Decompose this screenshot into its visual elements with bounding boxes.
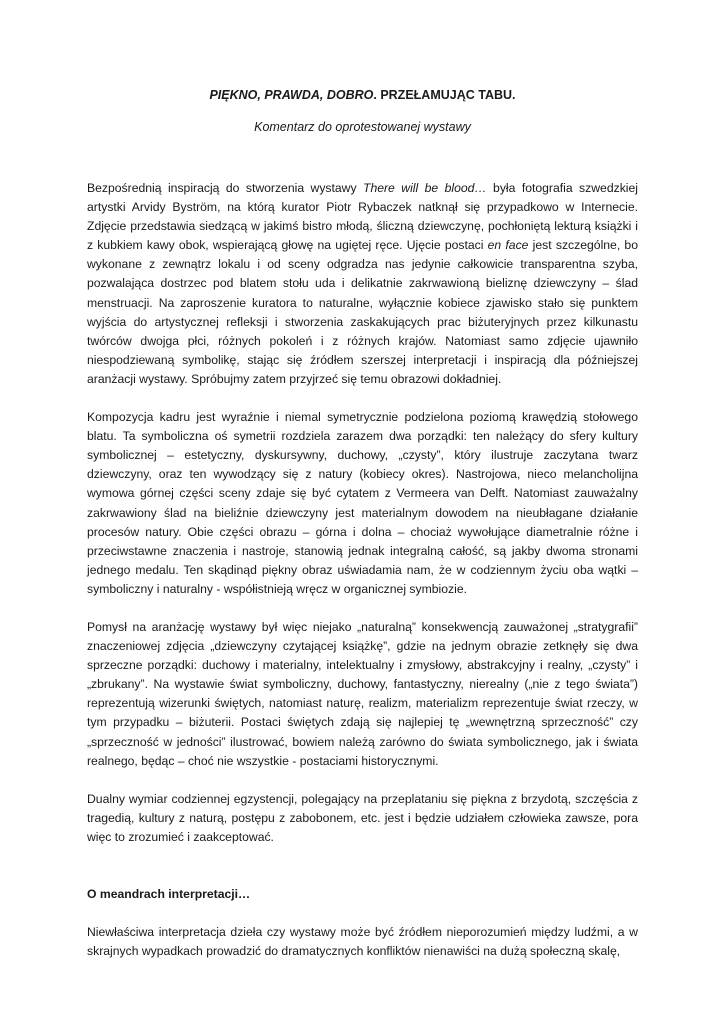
paragraph-1-text-a: Bezpośrednią inspiracją do stworzenia wystawy bbox=[87, 181, 363, 195]
paragraph-5: Niewłaściwa interpretacja dzieła czy wystawy może być źródłem nieporozumień między ludźmi, a w skrajnych wypadkach prowadzić do dramatycznych konfliktów nienawiści na dużą społeczną skalę, bbox=[87, 925, 638, 959]
exhibition-title-italic: There will be blood… bbox=[363, 181, 487, 195]
paragraph-1-text-e: jest szczególne, bo wykonane z zewnątrz lokalu i od sceny odgradza nas jedynie całkowicie transparentna szyba, pozwalająca dostrzec pod blatem stołu uda i delikatnie zakrwawioną bieliznę dziewczyny – ślad menstruacji. Na zaproszenie kuratora to naturalne, wyłącznie kobiece zjawisko stało się punktem wyjścia do artystycznej refleksji i stworzenia zaskakujących prac biżuteryjnych przez kilkunastu twórców dwojga płci, różnych pokoleń i z różnych krajów. Natomiast samo zdjęcie ujawniło niespodziewaną symbolikę, stając się źródłem szerszej interpretacji i inspiracją dla późniejszej aranżacji wystawy. Spróbujmy zatem przyjrzeć się temu obrazowi dokładniej. bbox=[87, 238, 638, 386]
document-body bbox=[87, 179, 638, 980]
paragraph-3: Pomysł na aranżację wystawy był więc niejako „naturalną” konsekwencją zauważonej „stratygrafii” znaczeniowej zdjęcia „dziewczyny czytającej książkę”, gdzie na jednym obrazie zetknęły się dwa sprzeczne porządki: duchowy i materialny, intelektualny i zmysłowy, abstrakcyjny i realny, „czysty” i „zbrukany”. Na wystawie świat symboliczny, duchowy, fantastyczny, nierealny („nie z tego świata”) reprezentują wizerunki świętych, natomiast naturę, realizm, materializm reprezentuje świat rzeczy, w tym przypadku – biżuterii. Postaci świętych zdają się najlepiej tę „wewnętrzną sprzeczność” czy „sprzeczność w jedności” ilustrować, bowiem należą zarówno do świata symbolicznego, jak i świata realnego, będąc – choć nie wszystkie - postaciami historycznymi. bbox=[87, 619, 638, 768]
document-title-italic: PIĘKNO, PRAWDA, DOBRO bbox=[209, 88, 374, 102]
document-title bbox=[0, 86, 725, 104]
document-subtitle: Komentarz do oprotestowanej wystawy bbox=[254, 120, 471, 134]
paragraph-1-text-c: była fotografia szwedzkiej artystki Arvidy Byström, na którą kurator Piotr Rybaczek natknął się przypadkowo w Internecie. Zdjęcie przedstawia siedzącą w jakimś bistro młodą, śliczną dziewczynę, pochłoniętą lekturą książki i z kubkiem kawy obok, wspierającą głowę na ugiętej ręce. Ujęcie postaci bbox=[87, 181, 638, 253]
section-heading: O meandrach interpretacji… bbox=[87, 887, 251, 901]
paragraph-4: Dualny wymiar codziennej egzystencji, polegający na przeplataniu się piękna z brzydotą, szczęścia z tragedią, kultury z naturą, postępu z zabobonem, etc. jest i będzie udziałem człowieka zawsze, pora więc to zrozumieć i zaakceptować. bbox=[87, 791, 638, 844]
paragraph-1 bbox=[87, 179, 638, 389]
paragraph-2: Kompozycja kadru jest wyraźnie i niemal symetrycznie podzielona poziomą krawędzią stołowego blatu. Ta symboliczna oś symetrii rozdziela zarazem dwa porządki: ten należący do sfery kultury symbolicznej – estetyczny, dyskursywny, duchowy, „czysty”, który ilustruje zaczytana twarz dziewczyny, oraz ten wywodzący się z natury (kobiecy okres). Nastrojowa, nieco melancholijna wymowa górnej części sceny zdaje się być cytatem z Vermeera van Delft. Natomiast zauważalny zakrwawiony ślad na bieliźnie dziewczyny jest materialnym dowodem na nieubłagane działanie procesów natury. Obie części obrazu – górna i dolna – chociaż wywołujące diametralnie różne i przeciwstawne znaczenia i nastroje, stanowią jednak integralną całość, są jakby dwoma stronami jednego medalu. Ten skądinąd piękny obraz uświadamia nam, że w codziennym życiu oba wątki – symboliczny i naturalny - współistnieją wręcz w organicznej symbiozie. bbox=[87, 410, 638, 596]
document-title-rest: . PRZEŁAMUJĄC TABU. bbox=[373, 88, 516, 102]
en-face-italic: en face bbox=[487, 238, 529, 253]
